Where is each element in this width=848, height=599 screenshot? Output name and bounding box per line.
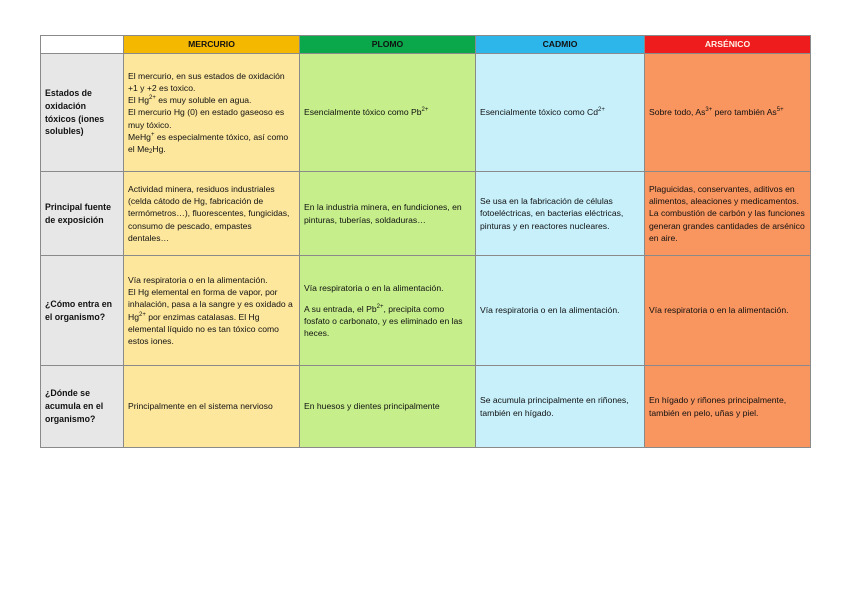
cell-cadmio-acumula — [476, 366, 645, 448]
cell-cadmio-fuente — [476, 172, 645, 256]
text-line: Se acumula principalmente en riñones, también en hígado. — [480, 395, 629, 418]
text-line: Esencialmente tóxico como $Cd^{2+}$ — [480, 107, 605, 118]
header-corner — [41, 36, 124, 54]
row-donde-acumula — [41, 366, 811, 448]
text-line: A su entrada, el $Pb^{2+}$, precipita como fosfato o carbonato, y es eliminado en las heces. — [304, 303, 463, 339]
cell-plomo-estados — [300, 54, 476, 172]
cell-arsenico-acumula — [645, 366, 811, 448]
header-mercurio: MERCURIO — [124, 36, 300, 54]
cell-mercurio-fuente — [124, 172, 300, 256]
text-line: En la industria minera, en fundiciones, en pinturas, tuberías, soldaduras… — [304, 202, 462, 225]
cell-plomo-entrada — [300, 256, 476, 366]
row-label-acumula: ¿Dónde se acumula en el organismo? — [41, 366, 124, 448]
cell-arsenico-fuente — [645, 172, 811, 256]
heavy-metals-table — [40, 35, 811, 448]
cell-arsenico-estados — [645, 54, 811, 172]
text-line: Se usa en la fabricación de células fotoeléctricas, en bacterias eléctricas, pinturas y en reactores nucleares. — [480, 196, 624, 231]
text-line: Vía respiratoria o en la alimentación. — [128, 274, 268, 285]
row-como-entra — [41, 256, 811, 366]
text-line: El mercurio Hg (0) en estado gaseoso es muy tóxico. — [128, 107, 285, 130]
text-line: Esencialmente tóxico como $Pb^{2+}$ — [304, 107, 429, 118]
text-line: MeHg+ es especialmente tóxico, así como el $Me_2Hg$. — [128, 131, 289, 155]
cell-mercurio-estados — [124, 54, 300, 172]
text-line: Vía respiratoria o en la alimentación. — [480, 305, 620, 316]
row-label-estados: Estados de oxidación tóxicos (iones solubles) — [41, 54, 124, 172]
row-label-entrada: ¿Cómo entra en el organismo? — [41, 256, 124, 366]
cell-mercurio-entrada — [124, 256, 300, 366]
header-cadmio: CADMIO — [476, 36, 645, 54]
text-line: El mercurio, en sus estados de oxidación +1 y +2 es toxico. — [128, 70, 285, 93]
cell-mercurio-acumula — [124, 366, 300, 448]
cell-cadmio-entrada — [476, 256, 645, 366]
text-line: En hígado y riñones principalmente, también en pelo, uñas y piel. — [649, 395, 787, 418]
row-estados-oxidacion — [41, 54, 811, 172]
text-line: En huesos y dientes principalmente — [304, 401, 440, 412]
text-line: Vía respiratoria o en la alimentación. — [304, 282, 444, 293]
header-arsenico: ARSÉNICO — [645, 36, 811, 54]
text-line: El $Hg^{2+}$ es muy soluble en agua. — [128, 95, 252, 106]
cell-plomo-fuente — [300, 172, 476, 256]
cell-cadmio-estados — [476, 54, 645, 172]
text-line: El Hg elemental en forma de vapor, por inhalación, pasa a la sangre y es oxidado a $Hg^{2+}$ por enzimas catalasas. El Hg elemental líquido no es tan tóxico como estos iones. — [128, 287, 293, 346]
text-line: Actividad minera, residuos industriales (celda cátodo de Hg, fabricación de termómetros…), fluorescentes, fungicidas, consumo de pescado, empastes dentales… — [128, 183, 290, 243]
header-row — [41, 36, 811, 54]
text-line: Principalmente en el sistema nervioso — [128, 401, 273, 412]
text-line: Sobre todo, $As^{3+}$ pero también $As^{5+}$ — [649, 107, 784, 118]
text-line: La combustión de carbón y las funciones generan grandes cantidades de arsénico en aire. — [649, 208, 805, 243]
row-label-fuente: Principal fuente de exposición — [41, 172, 124, 256]
text-line: Vía respiratoria o en la alimentación. — [649, 305, 789, 316]
header-plomo: PLOMO — [300, 36, 476, 54]
text-line: Plaguicidas, conservantes, aditivos en alimentos, aleaciones y medicamentos. — [649, 183, 799, 207]
cell-plomo-acumula — [300, 366, 476, 448]
row-fuente-exposicion — [41, 172, 811, 256]
cell-arsenico-entrada — [645, 256, 811, 366]
